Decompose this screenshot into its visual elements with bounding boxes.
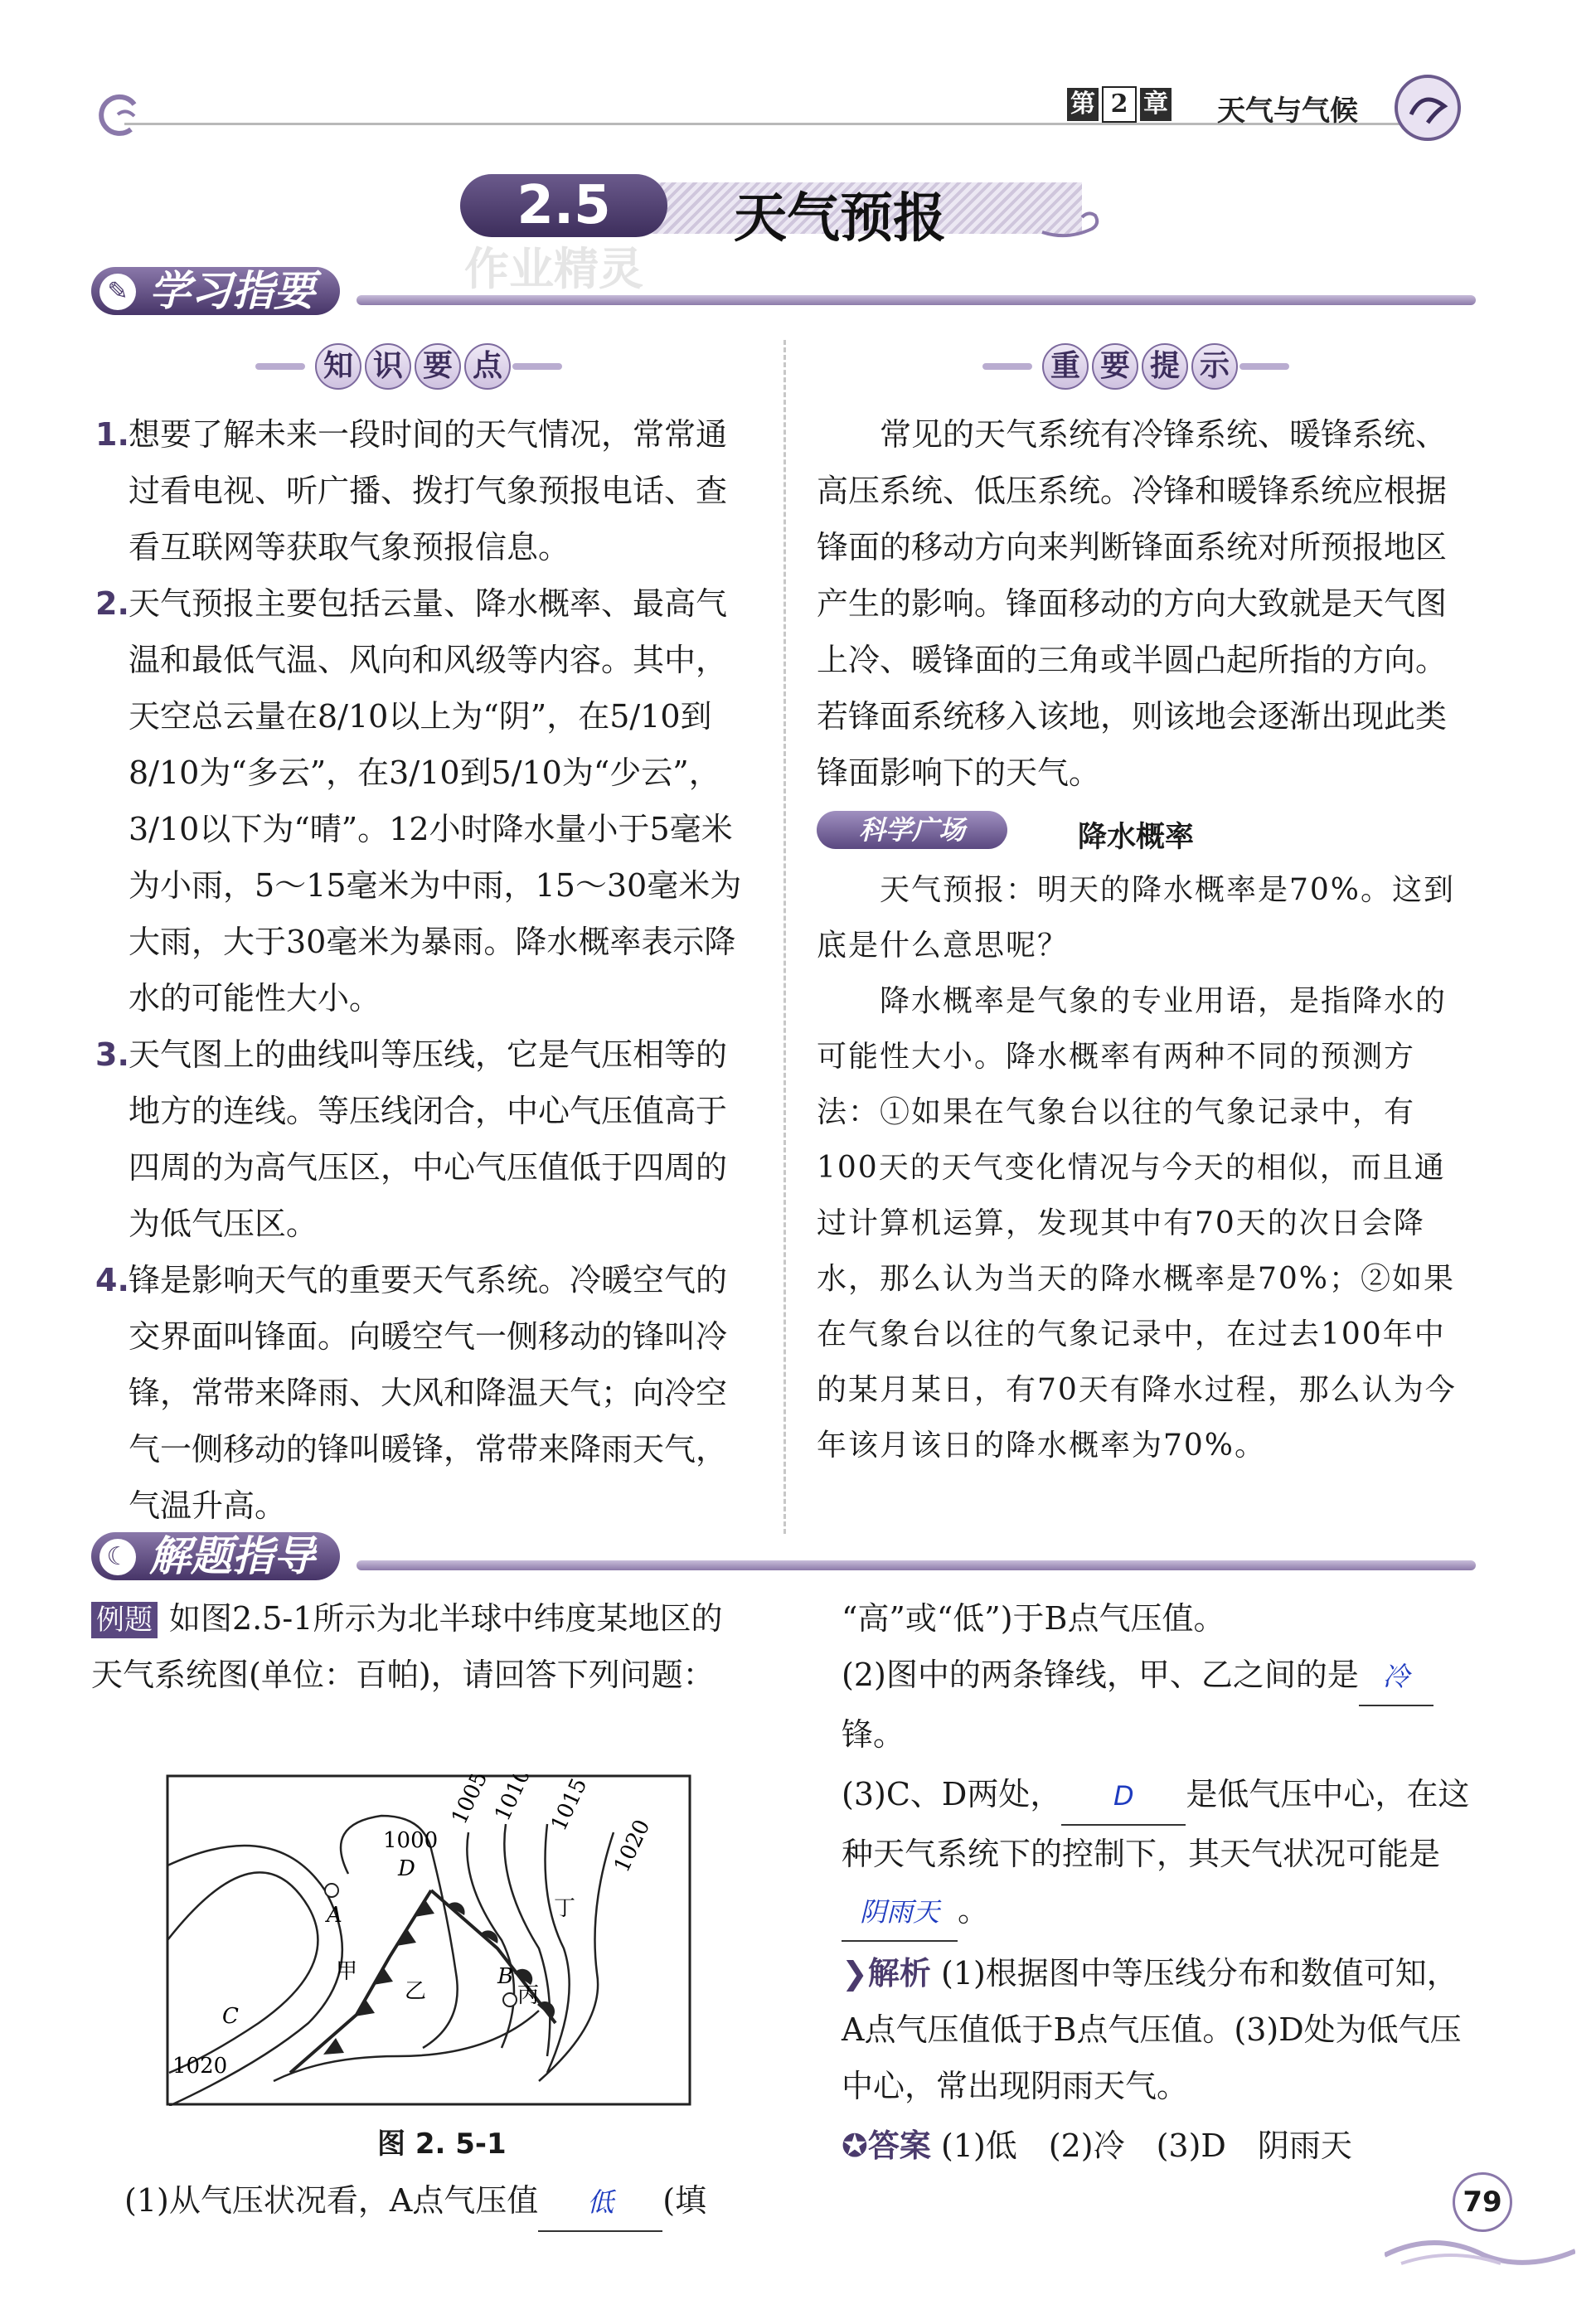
learning-guide-header xyxy=(91,267,1476,317)
knowledge-tag: 知 识 要 点 xyxy=(313,343,662,390)
chapter-suffix: 章 xyxy=(1140,88,1172,121)
region-label: 乙 xyxy=(405,1979,427,2004)
star-icon: ✪ xyxy=(842,2128,868,2164)
answer-text: (1)低 (2)冷 (3)D 阴雨天 xyxy=(940,2128,1352,2164)
example-block xyxy=(91,1590,746,1703)
knowledge-item: 1.想要了解未来一段时间的天气情况，常常通过看电视、听广播、拨打气象预报电话、查看互联网等获取气象预报信息。 xyxy=(95,416,728,565)
science-tag: 科学广场 xyxy=(817,811,1007,849)
problem-guide-header xyxy=(91,1532,1476,1582)
q3-answer-blank-2: 阴雨天 xyxy=(842,1884,958,1942)
section-title: 天气预报 xyxy=(734,188,946,250)
point-label: A xyxy=(327,1903,342,1928)
chapter-prefix: 第 xyxy=(1067,88,1099,121)
example-tag: 例题 xyxy=(91,1602,158,1638)
chapter-number: 2 xyxy=(1102,86,1137,123)
answer xyxy=(842,2118,1480,2174)
question-1: (1)从气压状况看，A点气压值 低 (填 xyxy=(124,2172,754,2232)
knowledge-item: 2.天气预报主要包括云量、降水概率、最高气温和最低气温、风向和风级等内容。其中，天空总云量在8/10以上为“阴”，在5/10到8/10为“多云”，在3/10到5/10为“少云”，3/10以下为“晴”。12小时降水量小于5毫米为小雨，5～15毫米为中雨，15～30毫米为大雨，大于30毫米为暴雨。降水概率表示降水的可能性大小。 xyxy=(95,585,742,1016)
science-paragraph-2: 降水概率是气象的专业用语，是指降水的可能性大小。降水概率有两种不同的预测方法：①如果在气象台以往的气象记录中，有100天的天气变化情况与今天的相似，而且通过计算机运算，发现其中有70天的次日会降水，那么认为当天的降水概率是70%；②如果在气象台以往的气象记录中，在过去100年中的某月某日，有70天有降水过程，那么认为今年该月该日的降水概率为70%。 xyxy=(817,984,1457,1463)
analysis-label: 解析 xyxy=(867,1955,931,1992)
point-label: D xyxy=(398,1856,415,1881)
weather-map-figure xyxy=(166,1774,696,2106)
tips-text: 常见的天气系统有冷锋系统、暖锋系统、高压系统、低压系统。冷锋和暖锋系统应根据锋面的移动方向来判断锋面系统对所预报地区产生的影响。锋面移动的方向大致就是天气图上冷、暖锋面的三角或半圆凸起所指的方向。若锋面系统移入该地，则该地会逐渐出现此类锋面影响下的天气。 xyxy=(817,416,1448,791)
region-label: 甲 xyxy=(336,1959,358,1984)
page-number: 79 xyxy=(1453,2172,1512,2232)
chapter-label xyxy=(1065,86,1173,123)
isobar-label: 1015 xyxy=(546,1774,593,1835)
header-logo-icon xyxy=(93,90,144,141)
answer-label: 答案 xyxy=(867,2128,931,2164)
isobar-label: 1005 xyxy=(447,1774,493,1828)
q2-answer-blank: 冷 xyxy=(1359,1648,1433,1706)
problem-guide-label: ☾ 解题指导 xyxy=(91,1532,340,1580)
watermark: 作业精灵 xyxy=(464,243,643,295)
analysis xyxy=(842,1945,1480,2114)
point-label: B xyxy=(497,1964,514,1989)
isobar-label: 1020 xyxy=(172,2054,228,2079)
questions-right-column xyxy=(842,1590,1480,2174)
knowledge-item: 4.锋是影响天气的重要天气系统。冷暖空气的交界面叫锋面。向暖空气一侧移动的锋叫冷锋，常带来降雨、大风和降温天气；向冷空气一侧移动的锋叫暖锋，常带来降雨天气，气温升高。 xyxy=(95,1262,728,1524)
region-label: 丁 xyxy=(554,1896,576,1921)
analysis-icon: ❯ xyxy=(842,1955,868,1992)
header-rule xyxy=(124,123,1401,125)
science-paragraph-1: 天气预报：明天的降水概率是70%。这到底是什么意思呢？ xyxy=(817,873,1456,963)
section-bar xyxy=(357,295,1476,305)
learning-guide-label: ✎ 学习指要 xyxy=(91,267,340,315)
section-number: 2.5 xyxy=(460,174,667,237)
point-label: C xyxy=(222,2004,239,2029)
figure-caption: 图 2. 5-1 xyxy=(377,2128,507,2161)
question-2: (2)图中的两条锋线，甲、乙之间的是 冷 锋。 xyxy=(842,1647,1480,1763)
section-title-band xyxy=(460,174,1090,250)
isobar-label: 1000 xyxy=(383,1828,439,1853)
isobar-label: 1020 xyxy=(609,1816,656,1876)
q1-continuation: “高”或“低”)于B点气压值。 xyxy=(842,1600,1225,1637)
tips-tag: 重 要 提 示 xyxy=(1041,343,1389,390)
knowledge-list xyxy=(95,406,742,1534)
region-label: 丙 xyxy=(517,1983,540,2008)
example-text: 如图2.5-1所示为北半球中纬度某地区的天气系统图(单位：百帕)，请回答下列问题： xyxy=(91,1600,723,1693)
crescent-icon: ☾ xyxy=(99,1539,136,1575)
chapter-title: 天气与气候 xyxy=(1217,95,1358,128)
section-bar xyxy=(357,1560,1476,1570)
q1-answer-blank: 低 xyxy=(538,2174,662,2232)
analysis-text: (1)根据图中等压线分布和数值可知，A点气压值低于B点气压值。(3)D处为低气压中心，常出现阴雨天气。 xyxy=(842,1955,1462,2104)
knowledge-item: 3.天气图上的曲线叫等压线，它是气压相等的地方的连线。等压线闭合，中心气压值高于四周的为高气压区，中心气压值低于四周的为低气压区。 xyxy=(95,1036,728,1242)
science-text-block xyxy=(817,862,1472,1473)
dragon-ornament-icon xyxy=(1041,199,1107,240)
q3-answer-blank: D xyxy=(1061,1768,1186,1826)
seal-logo-icon xyxy=(1393,73,1463,143)
tips-text-block xyxy=(817,406,1472,801)
question-3: (3)C、D两处， D 是低气压中心，在这种天气系统下的控制下，其天气状况可能是阴雨天 。 xyxy=(842,1766,1480,1942)
pen-icon: ✎ xyxy=(99,274,136,310)
isobar-label: 1010 xyxy=(490,1774,536,1825)
column-divider xyxy=(783,340,786,1534)
science-title: 降水概率 xyxy=(1078,821,1195,854)
